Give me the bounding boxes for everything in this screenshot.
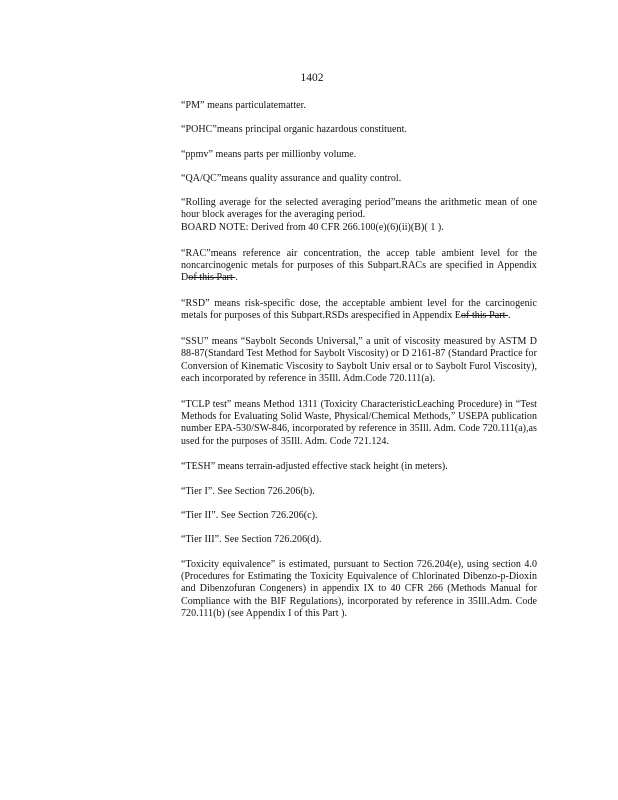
definition-pm	[181, 100, 537, 112]
definition-rac	[181, 248, 537, 285]
definition-term: “POHC”	[181, 124, 217, 136]
definition-tclp-test	[181, 399, 537, 448]
definition-text: means parts per millionby volume.	[212, 148, 357, 160]
definition-text: means “Saybolt Seconds Universal,” a unit of viscosity measured by ASTM D 88-87(Standard Test Method for Saybolt Viscosity) or D 2161-87 (Standard Practice for Conversion of Kinematic Viscosity to Saybolt Univ ersal or to Saybolt Furol Viscosity), each incorporated by reference in 35Ill. Adm.Code 720.111(a).	[181, 336, 537, 384]
page-number: 1402	[300, 72, 324, 84]
definition-text: . See Section 726.206(b).	[212, 485, 315, 497]
definition-text: means principal organic hazardous constituent.	[216, 124, 407, 136]
definition-text: means risk-specific dose, the acceptable ambient level for the carcinogenic metals for purposes of this Subpart.RSDs arespecified in Appendix E	[181, 297, 537, 322]
definition-term: “TESH”	[181, 461, 216, 473]
definition-body	[181, 197, 537, 222]
definition-term: “RSD”	[181, 297, 210, 309]
definition-text: means quality assurance and quality control.	[221, 172, 402, 184]
definition-term: “Rolling average for the selected averaging period”	[181, 197, 396, 209]
struck-text: of this Part	[188, 272, 236, 284]
definition-term: “RAC”	[181, 247, 211, 259]
definition-term: “TCLP test”	[181, 398, 232, 410]
definition-tier-1	[181, 486, 537, 498]
definition-text: means Method 1311 (Toxicity CharacteristicLeaching Procedure) in “Test Methods for Evaluating Solid Waste, Physical/Chemical Methods,” USEPA publication number EPA-530/SW-846, incorporated by reference in 35Ill. Adm. Code 720.111(a),as used for the purposes of 35Ill. Adm. Code 721.124.	[181, 398, 537, 447]
definition-term: “QA/QC”	[181, 172, 222, 184]
definition-rolling-average	[181, 197, 537, 234]
definitions-list	[181, 100, 537, 634]
definition-tail: .	[235, 272, 238, 284]
definition-qa-qc	[181, 173, 537, 185]
definition-text: is estimated, pursuant to Section 726.204(e), using section 4.0 (Procedures for Estimating the Toxicity Equivalence of Chlorinated Dibenzo-p-Dioxin and Dibenzofuran Congeners) in appendix IX to 40 CFR 266 (Methods Manual for Compliance with the BIF Regulations), incorporated by reference in 35Ill.Adm. Code 720.111(b) (see Appendix I of this Part ).	[181, 558, 537, 619]
definition-toxicity-equivalence	[181, 559, 537, 620]
definition-term: “ppmv”	[181, 148, 213, 160]
definition-ppmv	[181, 149, 537, 161]
definition-term: “Tier I”	[181, 485, 213, 497]
definition-ssu	[181, 336, 537, 385]
definition-text: means terrain-adjusted effective stack height (in meters).	[215, 461, 448, 473]
definition-tier-2	[181, 510, 537, 522]
definition-term: “PM”	[181, 100, 205, 111]
definition-term: “Tier III”	[181, 534, 220, 546]
definition-pohc	[181, 124, 537, 136]
definition-text: . See Section 726.206(c).	[215, 510, 318, 522]
definition-tail: .	[508, 310, 511, 322]
definition-term: “SSU”	[181, 336, 209, 348]
definition-text: . See Section 726.206(d).	[219, 534, 322, 546]
definition-text: means the arithmetic mean of one hour block averages for the averaging period.	[181, 197, 537, 221]
struck-text: of this Part	[460, 310, 509, 322]
definition-text: means particulatematter.	[204, 100, 307, 111]
definition-tier-3	[181, 534, 537, 546]
definition-tesh	[181, 461, 537, 473]
definition-text: means reference air concentration, the accep table ambient level for the noncarcinogenic metals for purposes of this Subpart.RACs are specified in Appendix D	[181, 247, 537, 284]
board-note: BOARD NOTE: Derived from 40 CFR 266.100(e)(6)(ii)(B)( 1 ).	[181, 221, 444, 233]
definition-rsd	[181, 298, 537, 323]
definition-term: “Toxicity equivalence”	[181, 558, 276, 570]
definition-term: “Tier II”	[181, 510, 216, 522]
